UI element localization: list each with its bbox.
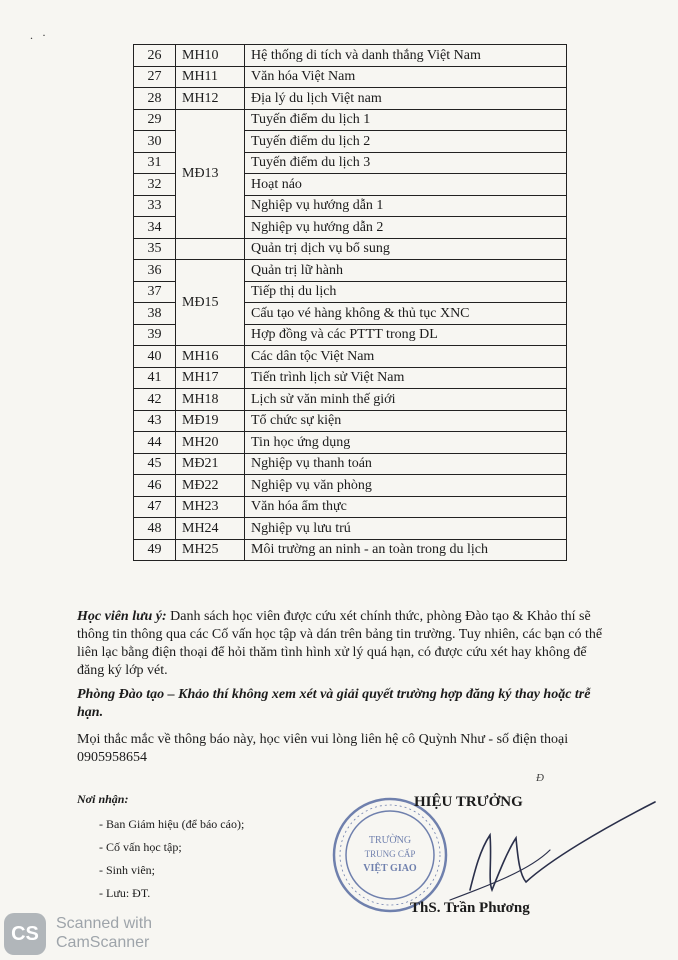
note-text: Danh sách học viên được cứu xét chính thức, phòng Đào tạo & Khảo thí sẽ thông tin thông qua các Cố vấn học tập và dán trên bảng tin trường. Tuy nhiên, các bạn có thể liên lạc bằng điện thoại để hỏi thăm tình hình xử lý quá hạn, có được cứu xét hay không để đăng ký lớp vét. <box>77 609 603 678</box>
row-number: 26 <box>134 45 176 67</box>
subject-name: Nghiệp vụ lưu trú <box>245 518 567 540</box>
table-row <box>134 539 567 561</box>
subject-code: MH17 <box>176 367 245 389</box>
table-row <box>134 410 567 432</box>
recipients-block <box>77 792 244 905</box>
table-row <box>134 45 567 67</box>
subject-code: MH23 <box>176 496 245 518</box>
watermark-text <box>56 914 152 952</box>
table-row <box>134 518 567 540</box>
row-number: 46 <box>134 475 176 497</box>
row-number: 31 <box>134 152 176 174</box>
table-row <box>134 109 567 131</box>
list-item: - Cố vấn học tập; <box>99 840 182 854</box>
subject-code: MH16 <box>176 346 245 368</box>
row-number: 40 <box>134 346 176 368</box>
subject-code <box>176 238 245 260</box>
subject-name: Các dân tộc Việt Nam <box>245 346 567 368</box>
subject-code: MH20 <box>176 432 245 454</box>
row-number: 33 <box>134 195 176 217</box>
subject-name: Địa lý du lịch Việt nam <box>245 88 567 110</box>
table-row <box>134 88 567 110</box>
table-row <box>134 367 567 389</box>
table-row <box>134 453 567 475</box>
subject-name: Quản trị dịch vụ bổ sung <box>245 238 567 260</box>
handwritten-mark: Đ <box>536 772 544 784</box>
signer-name: ThS. Trần Phương <box>410 900 530 916</box>
row-number: 34 <box>134 217 176 239</box>
table-row <box>134 66 567 88</box>
subject-code: MH10 <box>176 45 245 67</box>
stamp-line-1: TRƯỜNG <box>368 835 412 846</box>
subject-name: Tiến trình lịch sử Việt Nam <box>245 367 567 389</box>
subject-name: Tiếp thị du lịch <box>245 281 567 303</box>
note-label: Học viên lưu ý: <box>77 609 167 624</box>
subject-code: MĐ22 <box>176 475 245 497</box>
subject-name: Hợp đồng và các PTTT trong DL <box>245 324 567 346</box>
row-number: 45 <box>134 453 176 475</box>
row-number: 27 <box>134 66 176 88</box>
list-item: - Ban Giám hiệu (để báo cáo); <box>99 817 245 831</box>
subject-name: Nghiệp vụ hướng dẫn 1 <box>245 195 567 217</box>
row-number: 38 <box>134 303 176 325</box>
subject-name: Văn hóa ẩm thực <box>245 496 567 518</box>
row-number: 44 <box>134 432 176 454</box>
subject-name: Hoạt náo <box>245 174 567 196</box>
table-row <box>134 475 567 497</box>
subject-name: Tuyến điểm du lịch 1 <box>245 109 567 131</box>
contact-note: Mọi thắc mắc về thông báo này, học viên vui lòng liên hệ cô Quỳnh Như - số điện thoại 0905958654 <box>77 732 569 765</box>
row-number: 28 <box>134 88 176 110</box>
subject-code: MĐ19 <box>176 410 245 432</box>
row-number: 43 <box>134 410 176 432</box>
subject-code: MĐ13 <box>176 109 245 238</box>
subject-code: MH25 <box>176 539 245 561</box>
subject-name: Nghiệp vụ văn phòng <box>245 475 567 497</box>
recipients-label: Nơi nhận: <box>77 792 129 806</box>
list-item: - Sinh viên; <box>99 863 155 877</box>
stamp-line-2: TRUNG CẤP <box>364 849 416 859</box>
row-number: 35 <box>134 238 176 260</box>
policy-note: Phòng Đào tạo – Khảo thí không xem xét và giải quyết trường hợp đăng ký thay hoặc trễ hạn. <box>77 687 591 720</box>
row-number: 42 <box>134 389 176 411</box>
subject-name: Tin học ứng dụng <box>245 432 567 454</box>
table-row <box>134 496 567 518</box>
camscanner-logo: CS <box>4 913 46 955</box>
subject-name: Cấu tạo vé hàng không & thủ tục XNC <box>245 303 567 325</box>
row-number: 49 <box>134 539 176 561</box>
subject-name: Hệ thống di tích và danh thắng Việt Nam <box>245 45 567 67</box>
subject-name: Lịch sử văn minh thế giới <box>245 389 567 411</box>
table-row <box>134 389 567 411</box>
row-number: 39 <box>134 324 176 346</box>
table-row <box>134 346 567 368</box>
subject-name: Tuyến điểm du lịch 3 <box>245 152 567 174</box>
subject-table <box>133 44 567 561</box>
row-number: 32 <box>134 174 176 196</box>
subject-name: Nghiệp vụ thanh toán <box>245 453 567 475</box>
watermark-line-1: Scanned with <box>56 915 153 932</box>
subject-name: Văn hóa Việt Nam <box>245 66 567 88</box>
subject-code: MH24 <box>176 518 245 540</box>
row-number: 29 <box>134 109 176 131</box>
row-number: 37 <box>134 281 176 303</box>
page-mark: . · <box>30 28 49 42</box>
stamp-line-3: VIỆT GIAO <box>363 863 417 874</box>
list-item: - Lưu: ĐT. <box>99 886 151 900</box>
scanner-watermark <box>0 908 200 960</box>
subject-code: MH12 <box>176 88 245 110</box>
row-number: 30 <box>134 131 176 153</box>
recipients-list <box>77 813 244 905</box>
table-row <box>134 238 567 260</box>
subject-code: MH18 <box>176 389 245 411</box>
subject-name: Nghiệp vụ hướng dẫn 2 <box>245 217 567 239</box>
table-row <box>134 260 567 282</box>
subject-name: Quản trị lữ hành <box>245 260 567 282</box>
subject-name: Tuyến điểm du lịch 2 <box>245 131 567 153</box>
row-number: 47 <box>134 496 176 518</box>
subject-code: MH11 <box>176 66 245 88</box>
table-row <box>134 432 567 454</box>
row-number: 36 <box>134 260 176 282</box>
subject-code: MĐ21 <box>176 453 245 475</box>
subject-name: Tổ chức sự kiện <box>245 410 567 432</box>
student-note <box>77 608 617 680</box>
subject-code: MĐ15 <box>176 260 245 346</box>
subject-name: Môi trường an ninh - an toàn trong du lịch <box>245 539 567 561</box>
signer-title: HIỆU TRƯỞNG <box>414 794 523 810</box>
row-number: 41 <box>134 367 176 389</box>
watermark-line-2: CamScanner <box>56 934 150 951</box>
row-number: 48 <box>134 518 176 540</box>
